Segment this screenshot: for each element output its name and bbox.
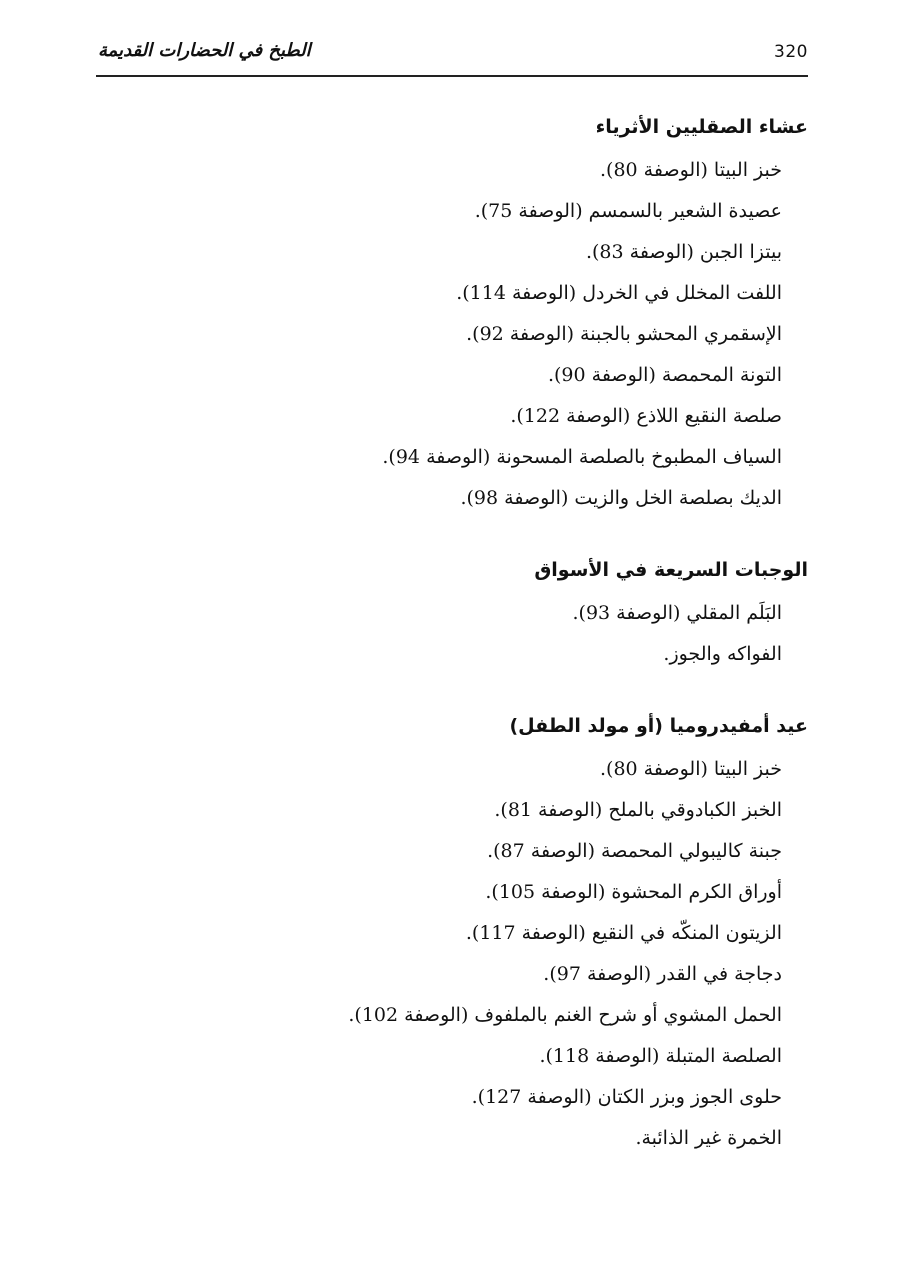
page-number: 320 [774, 42, 808, 62]
dish-item: صلصة النقيع اللاذع (الوصفة 122). [510, 405, 782, 427]
dish-item: حلوى الجوز وبزر الكتان (الوصفة 127). [471, 1086, 782, 1108]
dish-item: خبز البيتا (الوصفة 80). [599, 758, 782, 780]
dish-item: البَلَم المقلي (الوصفة 93). [572, 602, 782, 624]
section-heading: الوجبات السريعة في الأسواق [534, 559, 808, 581]
menu-section-wealthy-sicilians-dinner [168, 110, 808, 519]
header-divider [96, 75, 808, 77]
dish-item: خبز البيتا (الوصفة 80). [599, 159, 782, 181]
dish-item: أوراق الكرم المحشوة (الوصفة 105). [485, 881, 782, 903]
book-title: الطبخ في الحضارات القديمة [98, 40, 311, 61]
dish-item: الخمرة غير الذائبة. [635, 1127, 782, 1149]
dish-item: الزيتون المنكّه في النقيع (الوصفة 117). [465, 922, 782, 944]
dish-item: الحمل المشوي أو شرح الغنم بالملفوف (الوصفة 102). [348, 1004, 782, 1026]
dish-list [168, 593, 808, 675]
dish-list [168, 749, 808, 1159]
menu-section-amphidromia-feast [168, 709, 808, 1159]
running-header [96, 36, 808, 76]
menu-section-market-fast-food [168, 553, 808, 675]
dish-item: جبنة كاليبولي المحمصة (الوصفة 87). [487, 840, 782, 862]
dish-item: الفواكه والجوز. [663, 643, 782, 665]
dish-item: الصلصة المتبلة (الوصفة 118). [539, 1045, 782, 1067]
dish-item: الديك بصلصة الخل والزيت (الوصفة 98). [460, 487, 782, 509]
dish-item: الإسقمري المحشو بالجبنة (الوصفة 92). [466, 323, 782, 345]
dish-item: بيتزا الجبن (الوصفة 83). [585, 241, 782, 263]
page-body [168, 110, 808, 1159]
section-heading: عشاء الصقليين الأثرياء [595, 116, 808, 138]
section-heading: عيد أمفيدروميا (أو مولد الطفل) [509, 715, 808, 737]
dish-item: الخبز الكبادوقي بالملح (الوصفة 81). [494, 799, 782, 821]
dish-item: دجاجة في القدر (الوصفة 97). [543, 963, 782, 985]
dish-item: عصيدة الشعير بالسمسم (الوصفة 75). [474, 200, 782, 222]
dish-item: اللفت المخلل في الخردل (الوصفة 114). [456, 282, 782, 304]
dish-item: التونة المحمصة (الوصفة 90). [547, 364, 782, 386]
dish-list [168, 150, 808, 519]
dish-item: السياف المطبوخ بالصلصة المسحونة (الوصفة 94). [382, 446, 782, 468]
